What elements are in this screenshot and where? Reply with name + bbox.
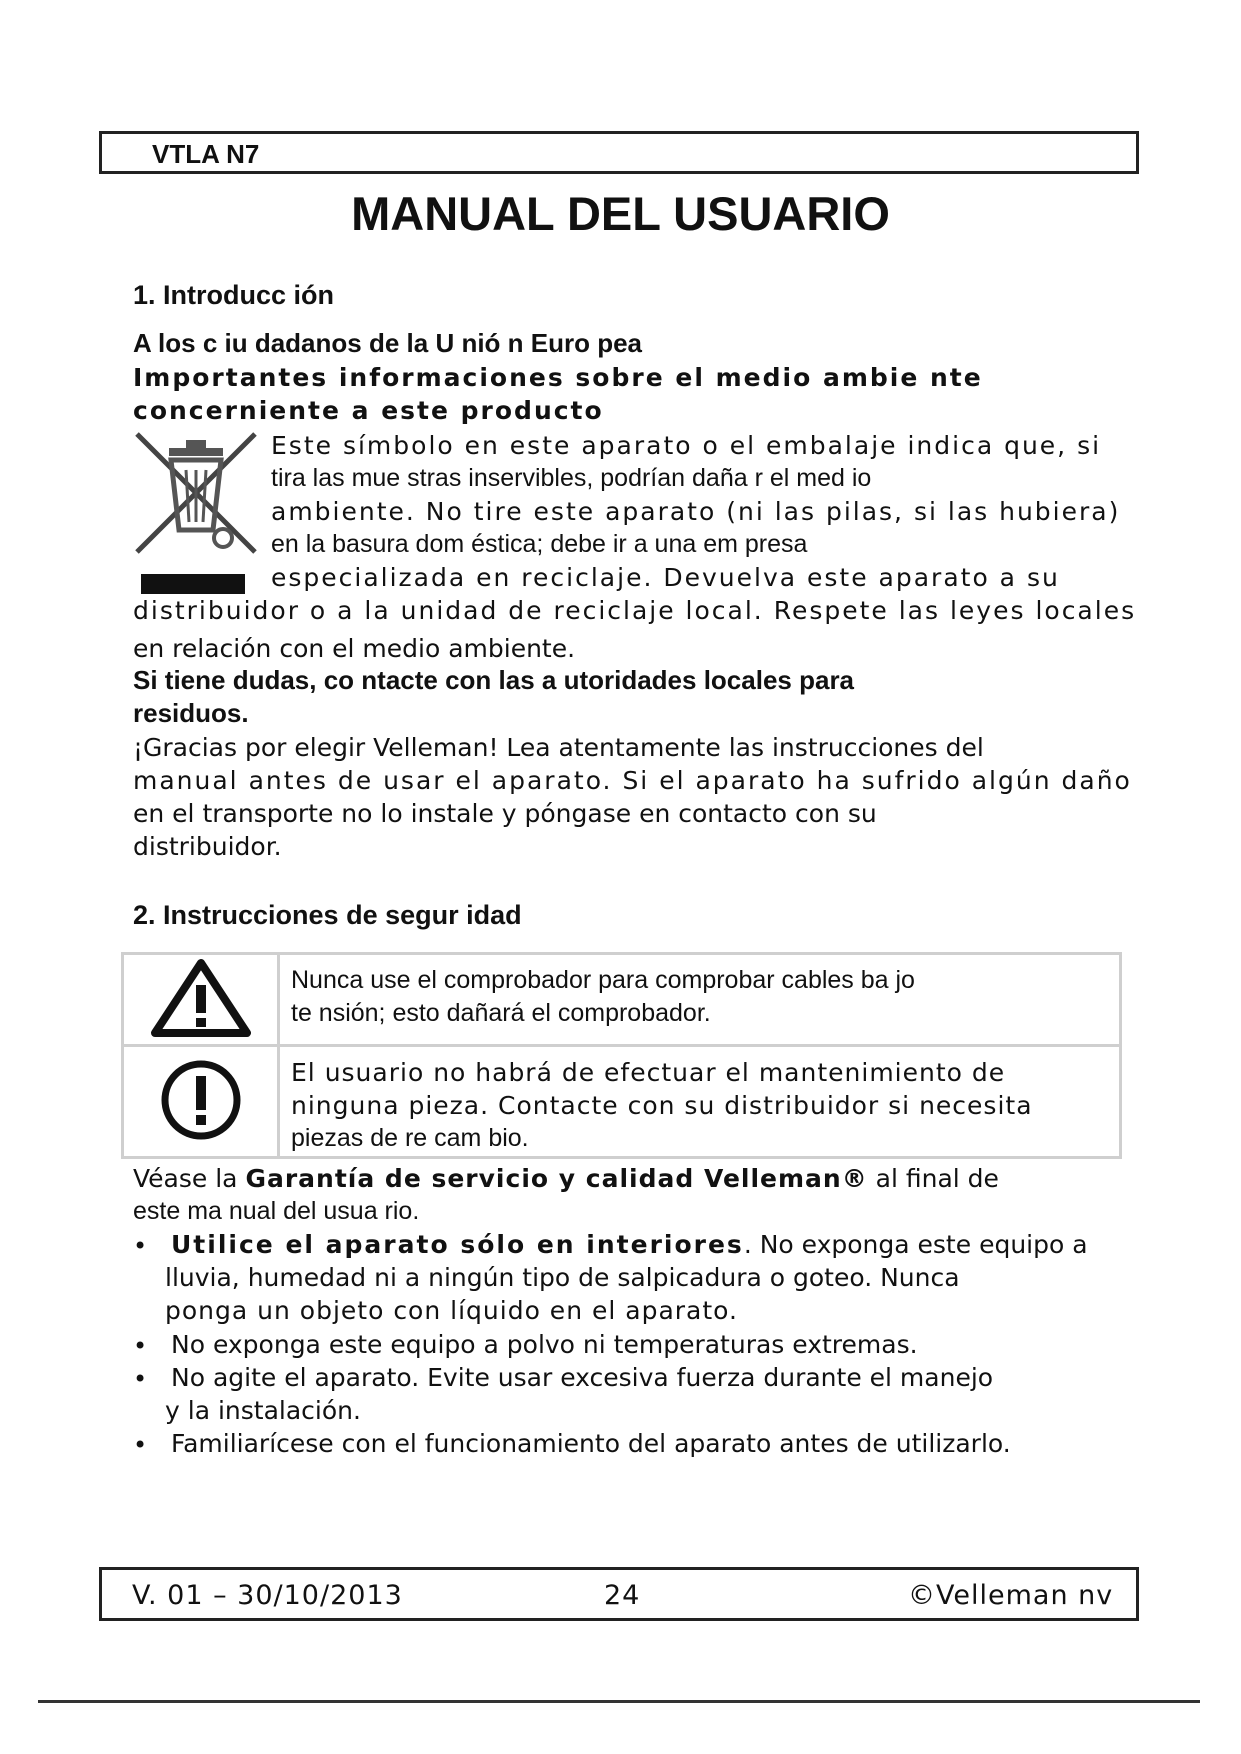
warranty-suffix: al final de — [867, 1164, 999, 1193]
doubts-line-2: residuos. — [133, 698, 249, 728]
bullet-item-1 — [171, 1228, 1088, 1261]
safety-text-line: Nunca use el comprobador para comprobar cables ba jo — [291, 966, 915, 994]
weee-text-line-4: en la basura dom éstica; debe ir a una em presa — [271, 530, 808, 558]
section-2-heading: 2. Instrucciones de segur idad — [133, 900, 522, 930]
thanks-line-3: en el transporte no lo instale y póngase en contacto con su — [133, 799, 877, 828]
thanks-line-1: ¡Gracias por elegir Velleman! Lea atentamente las instrucciones del — [133, 733, 984, 762]
weee-text-line-2: tira las mue stras inservibles, podrían daña r el med io — [271, 464, 872, 492]
safety-table — [121, 952, 1122, 1159]
weee-text-line-3: ambiente. No tire este aparato (ni las pilas, si las hubiera) — [271, 497, 1121, 526]
doubts-line-1: Si tiene dudas, co ntacte con las a utoridades locales para — [133, 665, 855, 695]
bullet-item-3-cont-1: y la instalación. — [165, 1396, 361, 1425]
icon-cell — [123, 954, 279, 1046]
header-box — [99, 131, 1139, 174]
section-1-heading: 1. Introducc ión — [133, 280, 335, 310]
env-heading-line-1: Importantes informaciones sobre el medio ambie nte — [133, 363, 983, 392]
bullet-bold-text: Utilice el aparato sólo en interiores — [171, 1230, 744, 1259]
bullet-dot: • — [133, 1332, 148, 1360]
crossed-out-bin-icon — [131, 430, 261, 600]
bullet-text: . No exponga este equipo a — [743, 1230, 1088, 1259]
safety-text-line: El usuario no habrá de efectuar el mantenimiento de — [291, 1058, 1006, 1087]
recycling-text-line-2: en relación con el medio ambiente. — [133, 634, 576, 663]
weee-text-line-1: Este símbolo en este aparato o el embalaje indica que, si — [271, 431, 1102, 460]
warranty-line-1 — [133, 1162, 999, 1195]
table-row — [123, 954, 1121, 1046]
safety-text-line: te nsión; esto dañará el comprobador. — [291, 999, 711, 1027]
table-row — [123, 1046, 1121, 1158]
bullet-dot: • — [133, 1365, 148, 1393]
model-code: VTLA N7 — [152, 139, 260, 169]
bullet-item-2: No exponga este equipo a polvo ni temperaturas extremas. — [171, 1330, 918, 1359]
safety-text-cell — [279, 954, 1121, 1046]
bullet-item-1-cont-2: ponga un objeto con líquido en el aparato. — [165, 1296, 738, 1325]
safety-text-line: piezas de re cam bio. — [291, 1124, 529, 1152]
page-title: MANUAL DEL USUARIO — [351, 187, 890, 240]
footer-version: V. 01 – 30/10/2013 — [132, 1580, 403, 1611]
bullet-item-1-cont-1: lluvia, humedad ni a ningún tipo de salpicadura o goteo. Nunca — [165, 1263, 960, 1292]
thanks-line-2: manual antes de usar el aparato. Si el aparato ha sufrido algún daño — [133, 766, 1132, 795]
recycling-text-line-1: distribuidor o a la unidad de reciclaje local. Respete las leyes locales — [133, 596, 1137, 625]
env-heading-line-2: concerniente a este producto — [133, 396, 604, 425]
bullet-dot: • — [133, 1431, 148, 1459]
warning-triangle-icon — [149, 957, 253, 1039]
footer-copyright: ©Velleman nv — [908, 1580, 1114, 1611]
exclamation-circle-icon — [159, 1058, 243, 1142]
bullet-dot: • — [133, 1232, 148, 1260]
warranty-prefix: Véase la — [133, 1164, 246, 1193]
weee-text-line-5: especializada en reciclaje. Devuelva este aparato a su — [271, 563, 1060, 592]
warranty-line-2: este ma nual del usua rio. — [133, 1197, 420, 1225]
warranty-link-text: Garantía de servicio y calidad Velleman® — [245, 1164, 868, 1193]
safety-text-line: ninguna pieza. Contacte con su distribuidor si necesita — [291, 1091, 1033, 1120]
eu-heading: A los c iu dadanos de la U nió n Euro pea — [133, 328, 643, 358]
footer-box — [99, 1567, 1139, 1621]
bullet-item-3: No agite el aparato. Evite usar excesiva fuerza durante el manejo — [171, 1363, 994, 1392]
bottom-rule — [38, 1700, 1200, 1703]
footer-page-number: 24 — [604, 1580, 641, 1611]
safety-text-cell — [279, 1046, 1121, 1158]
icon-cell — [123, 1046, 279, 1158]
bullet-item-4: Familiarícese con el funcionamiento del aparato antes de utilizarlo. — [171, 1429, 1011, 1458]
thanks-line-4: distribuidor. — [133, 832, 282, 861]
